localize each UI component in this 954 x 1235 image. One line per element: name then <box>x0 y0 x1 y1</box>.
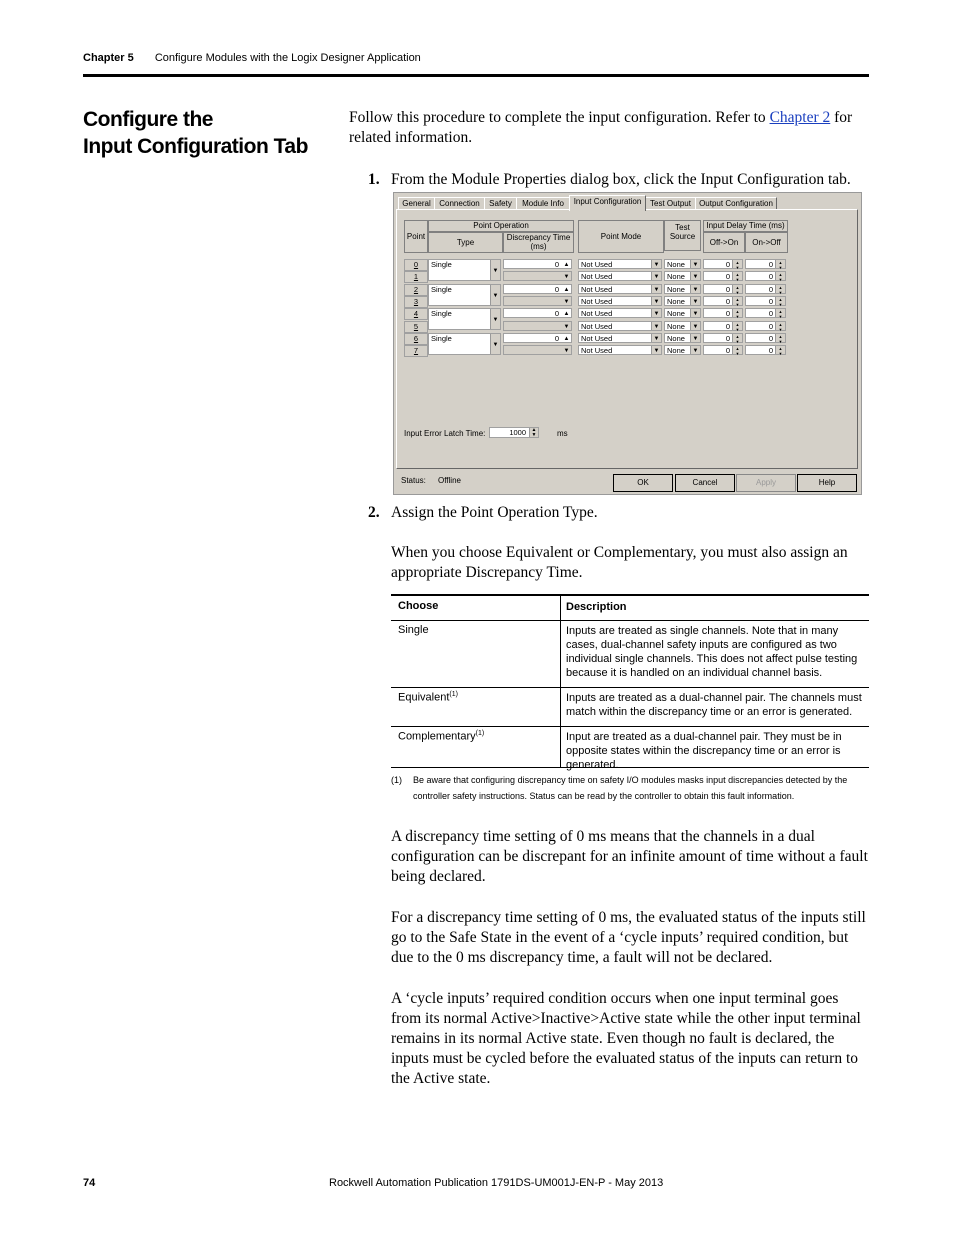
choose-cell: Equivalent <box>398 691 450 704</box>
type-select[interactable] <box>428 259 501 281</box>
test-source-select-value: None <box>667 260 685 269</box>
table-row <box>391 726 869 771</box>
col-on-off-header: On->Off <box>745 232 788 253</box>
on-off-delay-input[interactable] <box>745 308 786 318</box>
discrepancy-time-input-value: 0 <box>554 260 559 269</box>
col-description-header: Description <box>566 601 627 613</box>
type-select-value: Single <box>431 309 452 319</box>
test-source-select-value: None <box>667 272 685 282</box>
section-title-line2: Input Configuration Tab <box>83 135 308 158</box>
chapter-title: Configure Modules with the Logix Designer Application <box>154 52 421 64</box>
test-source-select[interactable] <box>664 321 701 331</box>
spinner-icon[interactable]: ▼ <box>563 323 570 330</box>
point-mode-select[interactable] <box>578 284 662 294</box>
spinner-icon[interactable]: ▲ ▼ <box>775 346 785 354</box>
module-properties-dialog <box>393 192 862 495</box>
chevron-down-icon[interactable]: ▼ <box>651 309 661 317</box>
off-on-delay-input-value: 0 <box>725 346 730 356</box>
test-source-select[interactable] <box>664 271 701 281</box>
off-on-delay-input[interactable] <box>703 296 743 306</box>
test-source-select-value: None <box>667 321 685 331</box>
col-point-mode-header: Point Mode <box>578 220 664 253</box>
test-source-select-value: None <box>667 346 685 356</box>
discrepancy-time-input[interactable] <box>503 333 572 343</box>
chevron-down-icon[interactable]: ▼ <box>651 346 661 354</box>
paragraph-2: For a discrepancy time setting of 0 ms, the evaluated status of the inputs still go to the Safe State in the event of a ‘cycle inputs’ required condition, but due to the 0 ms discrepancy time, a fault will not be declared. <box>391 909 866 966</box>
choose-cell: Complementary <box>398 730 476 743</box>
spinner-icon[interactable]: ▲ <box>563 311 570 318</box>
test-source-select-value: None <box>667 333 685 343</box>
chevron-down-icon[interactable]: ▼ <box>690 346 700 354</box>
off-on-delay-input[interactable] <box>703 333 743 343</box>
chevron-down-icon[interactable]: ▼ <box>690 322 700 330</box>
chevron-down-icon[interactable]: ▼ <box>490 260 500 280</box>
tab-output-configuration[interactable]: Output Configuration <box>695 197 777 210</box>
spinner-icon[interactable]: ▲ ▼ <box>732 272 742 280</box>
point-cell-value: 7 <box>413 346 419 356</box>
discrepancy-time-input[interactable] <box>503 296 572 306</box>
point-cell <box>404 345 428 357</box>
chevron-down-icon[interactable]: ▼ <box>690 297 700 305</box>
tab-safety[interactable]: Safety <box>484 197 517 210</box>
section-title <box>83 106 333 160</box>
intro-paragraph <box>349 108 869 148</box>
spinner-icon[interactable]: ▲ ▼ <box>775 285 785 293</box>
chevron-down-icon[interactable]: ▼ <box>690 260 700 268</box>
on-off-delay-input-value: 0 <box>768 346 773 356</box>
point-mode-select[interactable] <box>578 321 662 331</box>
point-mode-select[interactable] <box>578 308 662 318</box>
chevron-down-icon[interactable]: ▼ <box>490 309 500 329</box>
chevron-down-icon[interactable]: ▼ <box>490 285 500 305</box>
point-operation-header: Point Operation <box>428 220 574 232</box>
point-mode-select-value: Not Used <box>581 284 613 294</box>
col-off-on-header: Off->On <box>703 232 745 253</box>
spinner-icon[interactable]: ▲ ▼ <box>732 309 742 317</box>
on-off-delay-input[interactable] <box>745 271 786 281</box>
on-off-delay-input-value: 0 <box>768 272 773 282</box>
footnote-mark: (1) <box>391 775 402 785</box>
point-mode-select-value: Not Used <box>581 296 613 306</box>
column-divider <box>560 594 561 767</box>
point-cell-value: 1 <box>413 272 419 282</box>
chevron-down-icon[interactable]: ▼ <box>690 334 700 342</box>
point-mode-select-value: Not Used <box>581 321 613 331</box>
point-mode-select[interactable] <box>578 271 662 281</box>
discrepancy-time-input-value: 0 <box>554 309 559 319</box>
discrepancy-time-input-value: 0 <box>554 284 559 294</box>
cancel-button[interactable]: Cancel <box>675 474 735 492</box>
spinner-icon[interactable]: ▲ <box>563 286 570 293</box>
type-select[interactable] <box>428 284 501 306</box>
spinner-icon[interactable]: ▲ ▼ <box>775 260 785 268</box>
test-source-select[interactable] <box>664 259 701 269</box>
type-select-value: Single <box>431 260 452 269</box>
chevron-down-icon[interactable]: ▼ <box>651 297 661 305</box>
footnote-text: Be aware that configuring discrepancy time on safety I/O modules masks input discrepancies detected by the controller safety instructions. Status can be read by the controller to obtain this fault information. <box>413 775 848 801</box>
latch-time-label: Input Error Latch Time: <box>404 429 486 438</box>
header-rule <box>83 74 869 77</box>
on-off-delay-input-value: 0 <box>768 284 773 294</box>
table-footnote <box>391 772 869 804</box>
apply-button[interactable]: Apply <box>736 474 796 492</box>
on-off-delay-input-value: 0 <box>768 309 773 319</box>
spinner-icon[interactable]: ▲ ▼ <box>529 428 538 437</box>
point-cell <box>404 308 428 320</box>
discrepancy-time-input[interactable] <box>503 345 572 355</box>
off-on-delay-input-value: 0 <box>725 321 730 331</box>
intro-text: Follow this procedure to complete the input configuration. Refer to <box>349 109 770 126</box>
spinner-icon[interactable]: ▲ ▼ <box>775 309 785 317</box>
description-cell: Inputs are treated as single channels. Note that in many cases, dual-channel safety inputs are configured as two individual single channels. This does not affect pulse testing because it is handled on an individual channel basis. <box>566 625 858 679</box>
type-select[interactable] <box>428 308 501 330</box>
point-cell-value: 2 <box>413 284 419 294</box>
spinner-icon[interactable]: ▲ ▼ <box>775 322 785 330</box>
chevron-down-icon[interactable]: ▼ <box>651 272 661 280</box>
test-source-select[interactable] <box>664 308 701 318</box>
off-on-delay-input[interactable] <box>703 284 743 294</box>
intro-text-end: for related information. <box>349 109 853 146</box>
chapter-2-link[interactable]: Chapter 2 <box>769 109 831 126</box>
on-off-delay-input-value: 0 <box>768 296 773 306</box>
off-on-delay-input-value: 0 <box>725 309 730 319</box>
chevron-down-icon[interactable]: ▼ <box>690 272 700 280</box>
input-configuration-panel <box>396 209 858 469</box>
help-button[interactable]: Help <box>797 474 857 492</box>
col-discrepancy-header: Discrepancy Time (ms) <box>503 232 574 253</box>
col-point-header: Point <box>404 220 428 253</box>
page-number: 74 <box>83 1177 96 1189</box>
discrepancy-time-input-value: 0 <box>554 333 559 343</box>
chevron-down-icon[interactable]: ▼ <box>651 285 661 293</box>
chapter-label: Chapter 5 <box>83 52 134 64</box>
choose-cell: Single <box>398 624 429 636</box>
spinner-icon[interactable]: ▲ ▼ <box>775 272 785 280</box>
description-cell: Inputs are treated as a dual-channel pair. The channels must match within the discrepancy time or an error is generated. <box>566 692 862 718</box>
point-mode-select-value: Not Used <box>581 272 613 282</box>
point-mode-select-value: Not Used <box>581 260 613 269</box>
spinner-icon[interactable]: ▲ ▼ <box>732 297 742 305</box>
input-delay-header: Input Delay Time (ms) <box>703 220 788 232</box>
test-source-select[interactable] <box>664 284 701 294</box>
point-cell <box>404 333 428 345</box>
latch-time-value: 1000 <box>509 428 526 437</box>
chevron-down-icon[interactable]: ▼ <box>651 322 661 330</box>
off-on-delay-input[interactable] <box>703 271 743 281</box>
footnote-ref: (1) <box>475 730 485 737</box>
spinner-icon[interactable]: ▼ <box>563 274 570 281</box>
ok-button[interactable]: OK <box>613 474 673 492</box>
footnote-ref: (1) <box>449 691 458 698</box>
off-on-delay-input-value: 0 <box>725 272 730 282</box>
spinner-icon[interactable]: ▲ <box>563 262 570 268</box>
point-mode-select[interactable] <box>578 345 662 355</box>
step-1 <box>368 170 869 190</box>
point-cell <box>404 284 428 296</box>
point-cell-value: 6 <box>413 333 419 343</box>
spinner-icon[interactable]: ▼ <box>563 298 570 305</box>
spinner-icon[interactable]: ▲ ▼ <box>732 334 742 342</box>
on-off-delay-input-value: 0 <box>768 333 773 343</box>
test-source-select[interactable] <box>664 345 701 355</box>
running-header <box>83 52 421 64</box>
spinner-icon[interactable]: ▲ ▼ <box>775 297 785 305</box>
equivalent-paragraph: When you choose Equivalent or Complementary, you must also assign an appropriate Discrepancy Time. <box>391 544 848 581</box>
point-cell <box>404 259 428 271</box>
type-select-value: Single <box>431 284 452 294</box>
off-on-delay-input[interactable] <box>703 308 743 318</box>
on-off-delay-input[interactable] <box>745 345 786 355</box>
discrepancy-time-input[interactable] <box>503 308 572 318</box>
on-off-delay-input[interactable] <box>745 259 786 269</box>
test-source-select-value: None <box>667 284 685 294</box>
chevron-down-icon[interactable]: ▼ <box>651 260 661 268</box>
off-on-delay-input[interactable] <box>703 321 743 331</box>
off-on-delay-input-value: 0 <box>725 284 730 294</box>
latch-time-input[interactable] <box>489 427 539 438</box>
spinner-icon[interactable]: ▲ <box>563 335 570 342</box>
point-cell-value: 5 <box>413 321 419 331</box>
off-on-delay-input-value: 0 <box>725 333 730 343</box>
chevron-down-icon[interactable]: ▼ <box>651 334 661 342</box>
table-header-row <box>391 594 869 622</box>
status-value: Offline <box>438 476 461 485</box>
off-on-delay-input-value: 0 <box>725 296 730 306</box>
point-cell-value: 3 <box>413 296 419 306</box>
tab-general[interactable]: General <box>398 197 435 210</box>
point-mode-select[interactable] <box>578 333 662 343</box>
spinner-icon[interactable]: ▲ ▼ <box>732 346 742 354</box>
tab-test-output[interactable]: Test Output <box>645 197 696 210</box>
col-type-header: Type <box>428 232 503 253</box>
point-mode-select-value: Not Used <box>581 333 613 343</box>
spinner-icon[interactable]: ▲ ▼ <box>732 322 742 330</box>
spinner-icon[interactable]: ▲ ▼ <box>732 260 742 268</box>
tab-module-info[interactable]: Module Info <box>516 197 570 210</box>
on-off-delay-input[interactable] <box>745 333 786 343</box>
discrepancy-time-input[interactable] <box>503 271 572 281</box>
spinner-icon[interactable]: ▲ ▼ <box>775 334 785 342</box>
chevron-down-icon[interactable]: ▼ <box>690 309 700 317</box>
col-test-source-header: Test Source <box>664 220 701 251</box>
discrepancy-time-input[interactable] <box>503 259 572 269</box>
step-number: 2. <box>368 504 380 521</box>
chevron-down-icon[interactable]: ▼ <box>690 285 700 293</box>
tab-connection[interactable]: Connection <box>434 197 485 210</box>
paragraph-3: A ‘cycle inputs’ required condition occurs when one input terminal goes from its normal Active>Inactive>Active state while the other input terminal remains in its normal Active state. Even though no fault is declared, the inputs must be cycled before the evaluated status of the inputs can return to the Active state. <box>391 990 861 1087</box>
point-mode-select-value: Not Used <box>581 309 613 319</box>
spinner-icon[interactable]: ▼ <box>563 348 570 355</box>
point-cell <box>404 321 428 333</box>
discrepancy-time-input[interactable] <box>503 284 572 294</box>
step-number: 1. <box>368 171 380 188</box>
test-source-select-value: None <box>667 296 685 306</box>
on-off-delay-input-value: 0 <box>768 321 773 331</box>
on-off-delay-input[interactable] <box>745 284 786 294</box>
step-text: Assign the Point Operation Type. <box>391 504 598 521</box>
section-title-line1: Configure the <box>83 108 213 131</box>
point-cell-value: 0 <box>413 260 419 269</box>
off-on-delay-input-value: 0 <box>725 260 730 269</box>
latch-time-unit: ms <box>557 429 568 438</box>
step-text: From the Module Properties dialog box, click the Input Configuration tab. <box>391 171 851 188</box>
point-mode-select[interactable] <box>578 259 662 269</box>
table-row <box>391 620 869 688</box>
type-select-value: Single <box>431 333 452 343</box>
off-on-delay-input[interactable] <box>703 259 743 269</box>
point-mode-select[interactable] <box>578 296 662 306</box>
test-source-select[interactable] <box>664 296 701 306</box>
type-select[interactable] <box>428 333 501 355</box>
step-2 <box>368 503 869 523</box>
off-on-delay-input[interactable] <box>703 345 743 355</box>
point-mode-select-value: Not Used <box>581 346 613 356</box>
spinner-icon[interactable]: ▲ ▼ <box>732 285 742 293</box>
test-source-select[interactable] <box>664 333 701 343</box>
col-choose-header: Choose <box>398 600 439 612</box>
tab-input-configuration[interactable]: Input Configuration <box>569 195 646 211</box>
paragraph-1: A discrepancy time setting of 0 ms means that the channels in a dual configuration can be discrepant for an infinite amount of time without a fault being declared. <box>391 828 868 885</box>
point-cell <box>404 271 428 283</box>
publication-info: Rockwell Automation Publication 1791DS-UM001J-EN-P - May 2013 <box>329 1177 664 1189</box>
point-cell <box>404 296 428 308</box>
on-off-delay-input[interactable] <box>745 296 786 306</box>
point-cell-value: 4 <box>413 309 419 319</box>
on-off-delay-input-value: 0 <box>768 260 773 269</box>
chevron-down-icon[interactable]: ▼ <box>490 334 500 354</box>
on-off-delay-input[interactable] <box>745 321 786 331</box>
status-label: Status: <box>401 476 426 485</box>
table-row <box>391 687 869 727</box>
discrepancy-time-input[interactable] <box>503 321 572 331</box>
test-source-select-value: None <box>667 309 685 319</box>
description-cell: Input are treated as a dual-channel pair. They must be in opposite states within the discrepancy time or an error is generated. <box>566 731 842 771</box>
